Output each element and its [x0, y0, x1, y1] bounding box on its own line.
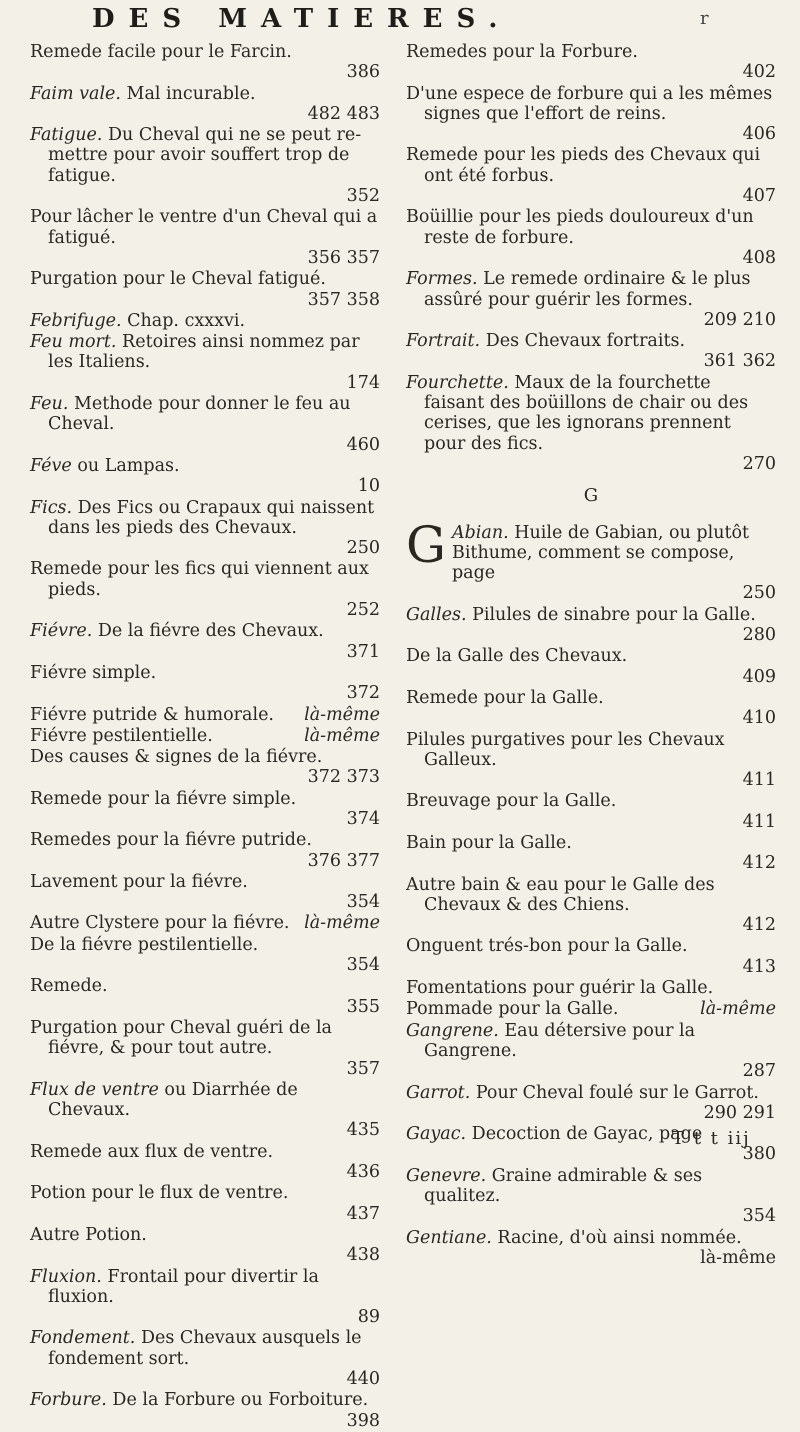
entry-description: De la fiévre des Chevaux.: [92, 621, 324, 642]
entry-description: Remede pour la Galle.: [406, 687, 604, 708]
entry-page: 372: [346, 683, 380, 704]
entry-text: [30, 269, 380, 289]
entry-keyword: Fondement.: [30, 1328, 136, 1349]
index-entry: [30, 913, 380, 933]
entry-description: Des Fics ou Crapaux qui naissent dans les pieds des Chevaux.: [48, 497, 375, 538]
entry-text: [30, 747, 380, 767]
entry-description: Pilules de sinabre pour la Galle.: [466, 604, 756, 625]
entry-page: 408: [742, 247, 776, 268]
index-entry: [30, 726, 380, 746]
entry-text: [30, 1142, 380, 1162]
entry-description: Pour Cheval foulé sur le Garrot.: [470, 1082, 759, 1103]
entry-text: [406, 833, 776, 853]
entry-page: là-même: [700, 999, 776, 1020]
corner-mark: r: [700, 8, 709, 29]
entry-text: [30, 726, 380, 746]
entry-page: 280: [742, 625, 776, 646]
entry-description: Remede aux flux de ventre.: [30, 1141, 274, 1162]
index-entry: [30, 1328, 380, 1389]
index-entry: [30, 1018, 380, 1079]
entry-page: 372 373: [307, 767, 380, 788]
entry-description: Boüillie pour les pieds douloureux d'un reste de forbure.: [406, 207, 754, 248]
index-entry: [406, 833, 776, 874]
entry-page: 89: [357, 1307, 380, 1328]
entry-keyword: Formes.: [406, 269, 478, 290]
index-entry: [406, 978, 776, 998]
index-entry: [30, 269, 380, 310]
entry-description: Graine admirable & ses qualitez.: [424, 1165, 703, 1207]
entry-page: 250: [742, 583, 776, 604]
entry-keyword: Faim vale.: [30, 83, 121, 104]
entry-page: 361 362: [703, 351, 776, 372]
entry-keyword: Garrot.: [406, 1082, 471, 1103]
entry-page: 409: [742, 666, 776, 687]
entry-page: 174: [346, 372, 380, 393]
index-entry: [406, 605, 776, 646]
index-entry: [406, 999, 776, 1019]
left-column: [30, 42, 380, 1432]
entry-page: 440: [346, 1369, 380, 1389]
entry-description: Autre bain & eau pour le Galle des Chevaux & des Chiens.: [406, 874, 715, 915]
entry-description: Fiévre simple.: [30, 662, 157, 683]
entry-page: 355: [346, 996, 380, 1017]
entry-page: 412: [742, 915, 776, 936]
entry-text: [406, 646, 776, 666]
entry-description: Methode pour donner le feu au Cheval.: [48, 394, 351, 435]
entry-page: 413: [742, 956, 776, 977]
entry-text: [406, 1228, 776, 1248]
entry-description: Du Cheval qui ne se peut re-mettre pour avoir souffert trop de fatigue.: [48, 125, 362, 186]
entry-page: 290 291: [703, 1102, 776, 1123]
entry-keyword: Féve: [30, 455, 72, 476]
entry-description: Purgation pour le Cheval fatigué.: [30, 269, 326, 290]
entry-text: [406, 791, 776, 811]
entry-page: 354: [742, 1206, 776, 1227]
entry-description: Onguent trés-bon pour la Galle.: [406, 936, 688, 957]
index-entry: [30, 872, 380, 913]
entry-keyword: Abian.: [451, 522, 509, 543]
entry-text: [406, 999, 776, 1019]
entry-text: [30, 42, 380, 62]
entry-text: [406, 42, 776, 62]
entry-page: 482 483: [307, 103, 380, 124]
entry-text: [30, 125, 380, 186]
entry-keyword: Feu.: [30, 394, 69, 415]
entry-page: 380: [742, 1144, 776, 1165]
entry-description: Maux de la fourchette faisant des boüillons de chair ou des cerises, que les ignorans prennent pour des fics.: [424, 372, 749, 454]
entry-text: [30, 663, 380, 683]
entry-description: Le remede ordinaire & le plus assûré pour guérir les formes.: [424, 269, 751, 310]
index-entry: [30, 1183, 380, 1224]
entry-text: [406, 730, 776, 771]
entry-description: Decoction de Gayac, page: [466, 1124, 703, 1145]
entry-page: 412: [742, 853, 776, 874]
page-header: [0, 4, 800, 44]
index-entry: [406, 1083, 776, 1124]
index-entry: [30, 311, 380, 331]
index-entry: [30, 1225, 380, 1266]
entry-text: [30, 1183, 380, 1203]
entry-page: 402: [742, 62, 776, 83]
entry-description: De la Galle des Chevaux.: [406, 646, 628, 667]
entry-text: [30, 84, 380, 104]
entry-description: Chap. cxxxvi.: [121, 310, 246, 331]
entry-description: Des Chevaux fortraits.: [480, 331, 686, 352]
entry-text: [30, 935, 380, 955]
entry-description: Pilules purgatives pour les Chevaux Galleux.: [406, 729, 725, 770]
entry-page: 371: [346, 641, 380, 662]
entry-text: [406, 875, 776, 916]
entry-page: 357: [346, 1058, 380, 1079]
entry-description: ou Lampas.: [71, 455, 180, 476]
index-entry: [406, 791, 776, 832]
entry-page: là-même: [304, 704, 380, 725]
entry-description: Fiévre pestilentielle.: [30, 725, 213, 746]
entry-description: Purgation pour Cheval guéri de la fiévre, & pour tout autre.: [30, 1017, 332, 1059]
index-entry: [30, 976, 380, 1017]
entry-text: [30, 789, 380, 809]
entry-page: 437: [346, 1203, 380, 1224]
entry-description: De la fiévre pestilentielle.: [30, 934, 259, 955]
index-entry: [30, 1267, 380, 1328]
index-entry: [406, 145, 776, 206]
entry-page: 209 210: [703, 309, 776, 330]
index-entry: [406, 1228, 776, 1269]
index-entry: [406, 730, 776, 791]
entry-text: [30, 830, 380, 850]
entry-page: 270: [742, 453, 776, 474]
entry-text: [406, 688, 776, 708]
entry-keyword: Gangrene.: [406, 1020, 499, 1041]
entry-page: 386: [346, 62, 380, 83]
index-entry: [30, 559, 380, 620]
entry-page: 460: [346, 434, 380, 455]
entry-text: [30, 1080, 380, 1121]
index-entry: [406, 688, 776, 729]
entry-description: Huile de Gabian, ou plutôt Bithume, comment se compose, page: [451, 522, 750, 584]
index-entry: [30, 1142, 380, 1183]
entry-keyword: Forbure.: [30, 1390, 107, 1411]
entry-description: Autre Clystere pour la fiévre.: [30, 913, 290, 934]
entry-page: 411: [742, 811, 776, 832]
index-entry: [30, 42, 380, 83]
entry-page: 287: [742, 1061, 776, 1082]
index-entry: [406, 1021, 776, 1082]
entry-description: Breuvage pour la Galle.: [406, 791, 617, 812]
entry-text: [30, 621, 380, 641]
entry-text: [406, 978, 776, 998]
index-entry: [406, 42, 776, 83]
entry-description: ou Diarrhée de Chevaux.: [48, 1079, 298, 1121]
entry-text: [30, 207, 380, 248]
entry-description: Autre Potion.: [30, 1224, 147, 1245]
entry-text: [30, 394, 380, 435]
entry-text: [406, 1021, 776, 1062]
entry-description: Remede pour les fics qui viennent aux pieds.: [30, 559, 369, 600]
index-entry: [30, 663, 380, 704]
entry-page: là-même: [304, 725, 380, 746]
right-column: [406, 42, 776, 1269]
entry-page: 354: [346, 955, 380, 976]
entry-keyword: Fics.: [30, 497, 73, 518]
entry-text: [30, 1390, 380, 1410]
entry-page: 357 358: [307, 289, 380, 310]
index-entry: [30, 207, 380, 268]
index-entry: [30, 498, 380, 559]
entry-description: Mal incurable.: [120, 83, 256, 104]
entry-text: [30, 559, 380, 600]
drop-cap: G: [406, 515, 446, 574]
entry-text: [30, 1225, 380, 1245]
entry-description: Fomentations pour guérir la Galle.: [406, 978, 714, 999]
entry-text: [30, 498, 380, 539]
entry-description: Eau détersive pour la Gangrene.: [424, 1020, 696, 1061]
index-entry: [30, 125, 380, 206]
entry-text: [406, 145, 776, 186]
index-entry: [30, 830, 380, 871]
entry-text: [406, 269, 776, 310]
entry-text: [30, 913, 380, 933]
entry-page: 436: [346, 1162, 380, 1183]
entry-description: Remedes pour la fiévre putride.: [30, 830, 312, 851]
index-entry: [406, 373, 776, 474]
index-entry: [406, 646, 776, 687]
entry-description: Bain pour la Galle.: [406, 832, 572, 853]
entry-description: Remede facile pour le Farcin.: [30, 42, 292, 62]
entry-text: [30, 1018, 380, 1059]
entry-description: De la Forbure ou Forboiture.: [106, 1390, 369, 1411]
index-entry: [406, 515, 776, 604]
entry-page: 352: [346, 186, 380, 207]
entry-page: 410: [742, 708, 776, 729]
entry-page: 354: [346, 892, 380, 913]
signature-mark: T t t iij: [672, 1128, 751, 1149]
entry-page: 438: [346, 1245, 380, 1266]
index-entry: [406, 936, 776, 977]
index-entry: [30, 1390, 380, 1431]
entry-text: [30, 456, 380, 476]
entry-text: [30, 332, 380, 373]
entry-text: [406, 1166, 776, 1207]
index-entry: [30, 789, 380, 830]
entry-description: Potion pour le flux de ventre.: [30, 1183, 289, 1204]
entry-text: [30, 1328, 380, 1369]
index-entry: [30, 332, 380, 393]
index-entry: [30, 394, 380, 455]
entry-keyword: Galles.: [406, 604, 467, 625]
entry-page: 435: [346, 1120, 380, 1141]
entry-description: Remede pour la fiévre simple.: [30, 788, 297, 809]
entry-text: [30, 311, 380, 331]
index-entry: [406, 875, 776, 936]
entry-page: 398: [346, 1410, 380, 1431]
index-entry: [406, 84, 776, 145]
entry-text: [30, 976, 380, 996]
entry-text: [406, 515, 776, 584]
entry-keyword: Gentiane.: [406, 1227, 492, 1248]
entry-description: Remede pour les pieds des Chevaux qui ont été forbus.: [406, 145, 761, 186]
entry-text: [406, 331, 776, 351]
index-entry: [30, 621, 380, 662]
running-title: DES MATIERES.: [92, 4, 512, 34]
entry-text: [30, 872, 380, 892]
section-letter: G: [583, 485, 599, 507]
index-entry: [406, 207, 776, 268]
entry-page: 374: [346, 808, 380, 829]
entry-description: Lavement pour la fiévre.: [30, 871, 248, 892]
entry-keyword: Fiévre.: [30, 621, 93, 642]
entry-keyword: Fourchette.: [406, 372, 509, 393]
entry-keyword: Fortrait.: [406, 331, 481, 352]
entry-description: Frontail pour divertir la fluxion.: [48, 1266, 319, 1307]
index-entry: [406, 331, 776, 372]
entry-page: là-même: [304, 913, 380, 934]
entry-description: D'une espece de forbure qui a les mêmes signes que l'effort de reins.: [406, 83, 773, 124]
index-entry: [406, 1166, 776, 1227]
entry-keyword: Genevre.: [406, 1165, 487, 1186]
entry-page: 356 357: [307, 247, 380, 268]
index-entry: [406, 269, 776, 330]
entry-description: Des Chevaux ausquels le fondement sort.: [48, 1328, 362, 1369]
entry-keyword: Fluxion.: [30, 1266, 102, 1287]
index-entry: [30, 84, 380, 125]
entry-text: [30, 705, 380, 725]
entry-page: là-même: [700, 1247, 776, 1268]
entry-page: 252: [346, 600, 380, 621]
entry-text: [406, 84, 776, 125]
entry-description: Fiévre putride & humorale.: [30, 704, 274, 725]
entry-keyword: Febrifuge.: [30, 310, 122, 331]
entry-keyword: Fatigue.: [30, 125, 103, 146]
entry-text: [406, 1083, 776, 1103]
entry-description: Pommade pour la Galle.: [406, 999, 619, 1020]
entry-text: [406, 936, 776, 956]
entry-text: [30, 1267, 380, 1308]
entry-description: Remedes pour la Forbure.: [406, 42, 638, 62]
entry-description: Des causes & signes de la fiévre.: [30, 747, 323, 768]
entry-page: 407: [742, 186, 776, 207]
entry-page: 250: [346, 538, 380, 559]
entry-description: Retoires ainsi nommez par les Italiens.: [48, 332, 360, 373]
index-entry: [30, 1080, 380, 1141]
index-entry: [30, 705, 380, 725]
entry-description: Pour lâcher le ventre d'un Cheval qui a fatigué.: [30, 207, 378, 248]
entry-description: Racine, d'où ainsi nommée.: [491, 1227, 742, 1248]
entry-text: [406, 207, 776, 248]
index-entry: [30, 935, 380, 976]
entry-page: 406: [742, 124, 776, 145]
entry-page: 10: [357, 476, 380, 497]
entry-keyword: Flux de ventre: [30, 1079, 159, 1100]
entry-description: Remede.: [30, 976, 108, 997]
entry-page: 376 377: [307, 850, 380, 871]
entry-text: [406, 605, 776, 625]
entry-page: 411: [742, 770, 776, 791]
entry-keyword: Feu mort.: [30, 332, 117, 353]
entry-text: [406, 373, 776, 454]
index-entry: [30, 456, 380, 497]
entry-keyword: Gayac.: [406, 1124, 467, 1145]
index-entry: [30, 747, 380, 788]
